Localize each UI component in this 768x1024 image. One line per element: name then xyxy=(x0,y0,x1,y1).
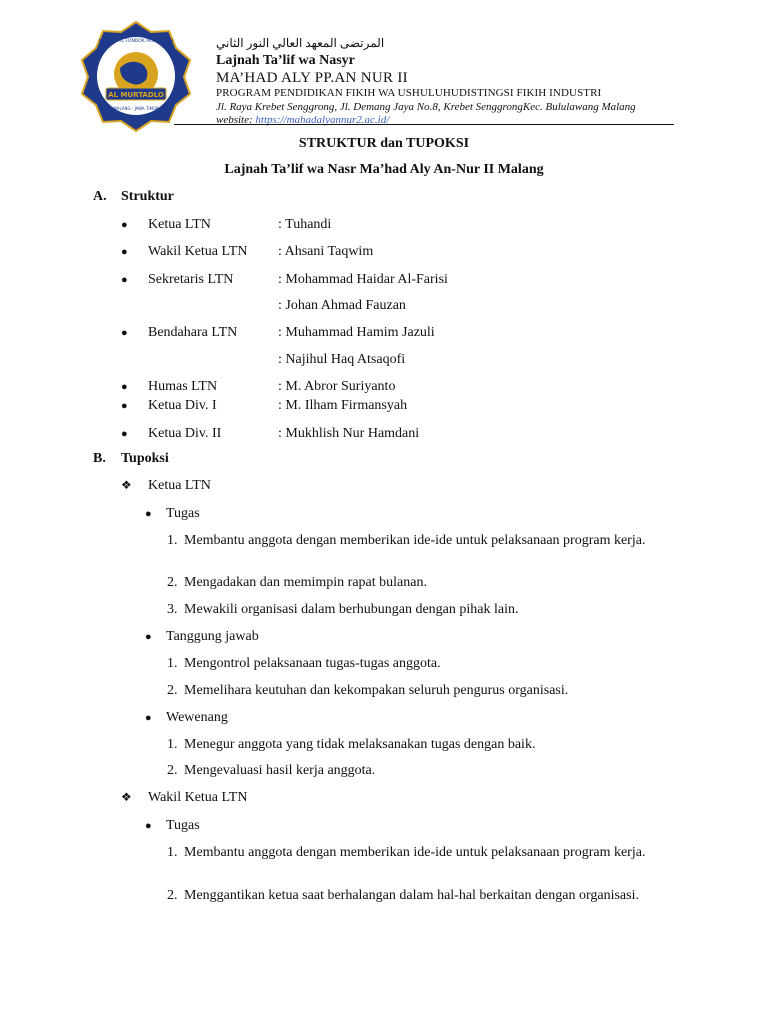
org-name: Lajnah Ta’lif wa Nasyr xyxy=(216,53,355,68)
subheading-label: Tugas xyxy=(166,818,200,833)
section-letter: A. xyxy=(93,189,107,204)
section-label: Tupoksi xyxy=(121,451,169,466)
role: Ketua LTN xyxy=(148,217,211,232)
role: Sekretaris LTN xyxy=(148,272,234,287)
mahad-name: MA’HAD ALY PP.AN NUR II xyxy=(216,70,408,86)
item-number: 1. xyxy=(167,845,178,860)
item-number: 2. xyxy=(167,575,178,590)
address: Jl. Raya Krebet Senggrong, Jl. Demang Jaya No.8, Krebet SenggrongKec. Bululawang Malang xyxy=(216,101,636,113)
item-number: 2. xyxy=(167,683,178,698)
member: : M. Ilham Firmansyah xyxy=(278,398,408,413)
role: Ketua Div. II xyxy=(148,426,222,441)
subheading-label: Tugas xyxy=(166,506,200,521)
item-text: Mengevaluasi hasil kerja anggota. xyxy=(184,763,376,778)
member: : M. Abror Suriyanto xyxy=(278,379,396,394)
item-text: Menggantikan ketua saat berhalangan dalam hal-hal berkaitan dengan organisasi. xyxy=(184,888,639,903)
bullet-icon: ● xyxy=(121,428,128,440)
diamond-bullet-icon: ❖ xyxy=(121,478,132,492)
subheading-label: Wewenang xyxy=(166,710,228,725)
bullet-icon: ● xyxy=(145,508,152,520)
item-text: Menegur anggota yang tidak melaksanakan tugas dengan baik. xyxy=(184,737,536,752)
role: Ketua Div. I xyxy=(148,398,217,413)
tupoksi-ketua xyxy=(121,478,211,494)
item-number: 1. xyxy=(167,737,178,752)
bullet-icon: ● xyxy=(121,219,128,231)
role-heading: Ketua LTN xyxy=(148,478,211,493)
tugas-heading xyxy=(145,506,200,522)
section-label: Struktur xyxy=(121,189,174,204)
bullet-icon: ● xyxy=(145,631,152,643)
item-text: Memelihara keutuhan dan kekompakan seluruh pengurus organisasi. xyxy=(184,683,569,698)
svg-text:AL MURTADLO: AL MURTADLO xyxy=(108,91,164,99)
role: Humas LTN xyxy=(148,379,218,394)
item-text: Mengontrol pelaksanaan tugas-tugas anggota. xyxy=(184,656,441,671)
diamond-bullet-icon: ❖ xyxy=(121,790,132,804)
member: : Johan Ahmad Fauzan xyxy=(278,298,406,313)
bullet-icon: ● xyxy=(121,246,128,258)
doc-subtitle: Lajnah Ta’lif wa Nasr Ma’had Aly An-Nur II Malang xyxy=(224,162,544,177)
subheading-label: Tanggung jawab xyxy=(166,629,259,644)
item-text: Membantu anggota dengan memberikan ide-ide untuk pelaksanaan program kerja. xyxy=(184,845,646,860)
bullet-icon: ● xyxy=(121,381,128,393)
arabic-name: المرتضى المعهد العالي النور الثاني xyxy=(216,36,385,50)
website-link[interactable]: https://mahadalyannur2.ac.id/ xyxy=(255,114,390,126)
member: : Tuhandi xyxy=(278,217,332,232)
doc-title: STRUKTUR dan TUPOKSI xyxy=(298,136,470,151)
item-text: Mewakili organisasi dalam berhubungan dengan pihak lain. xyxy=(184,602,519,617)
bullet-icon: ● xyxy=(121,274,128,286)
website-label: website: xyxy=(216,114,256,126)
section-letter: B. xyxy=(93,451,106,466)
bullet-icon: ● xyxy=(121,327,128,339)
role-heading: Wakil Ketua LTN xyxy=(148,790,248,805)
svg-text:MALANG - JAWA TIMUR: MALANG - JAWA TIMUR xyxy=(113,106,159,111)
wewenang-heading xyxy=(145,710,228,726)
item-number: 2. xyxy=(167,763,178,778)
header-divider xyxy=(174,124,674,125)
item-number: 2. xyxy=(167,888,178,903)
letterhead xyxy=(216,36,686,126)
program-name: PROGRAM PENDIDIKAN FIKIH WA USHULUHUDISTINGSI FIKIH INDUSTRI xyxy=(216,87,602,99)
item-number: 3. xyxy=(167,602,178,617)
member: : Ahsani Taqwim xyxy=(278,244,374,259)
item-number: 1. xyxy=(167,533,178,548)
member: : Mukhlish Nur Hamdani xyxy=(278,426,420,441)
section-tupoksi xyxy=(93,451,169,467)
item-number: 1. xyxy=(167,656,178,671)
bullet-icon: ● xyxy=(145,820,152,832)
role: Wakil Ketua LTN xyxy=(148,244,248,259)
bullet-icon: ● xyxy=(145,712,152,724)
tugas-heading xyxy=(145,818,200,834)
item-text: Mengadakan dan memimpin rapat bulanan. xyxy=(184,575,427,590)
tanggung-jawab-heading xyxy=(145,629,259,645)
item-text: Membantu anggota dengan memberikan ide-ide untuk pelaksanaan program kerja. xyxy=(184,533,646,548)
svg-text:MA'HAD AL FONDOK PESANTREN: MA'HAD AL FONDOK PESANTREN xyxy=(98,39,174,44)
member: : Mohammad Haidar Al-Farisi xyxy=(278,272,448,287)
institution-logo xyxy=(80,20,192,132)
section-struktur xyxy=(93,189,174,205)
member: : Muhammad Hamim Jazuli xyxy=(278,325,435,340)
tupoksi-wakil xyxy=(121,790,247,806)
bullet-icon: ● xyxy=(121,400,128,412)
member: : Najihul Haq Atsaqofi xyxy=(278,352,406,367)
role: Bendahara LTN xyxy=(148,325,238,340)
